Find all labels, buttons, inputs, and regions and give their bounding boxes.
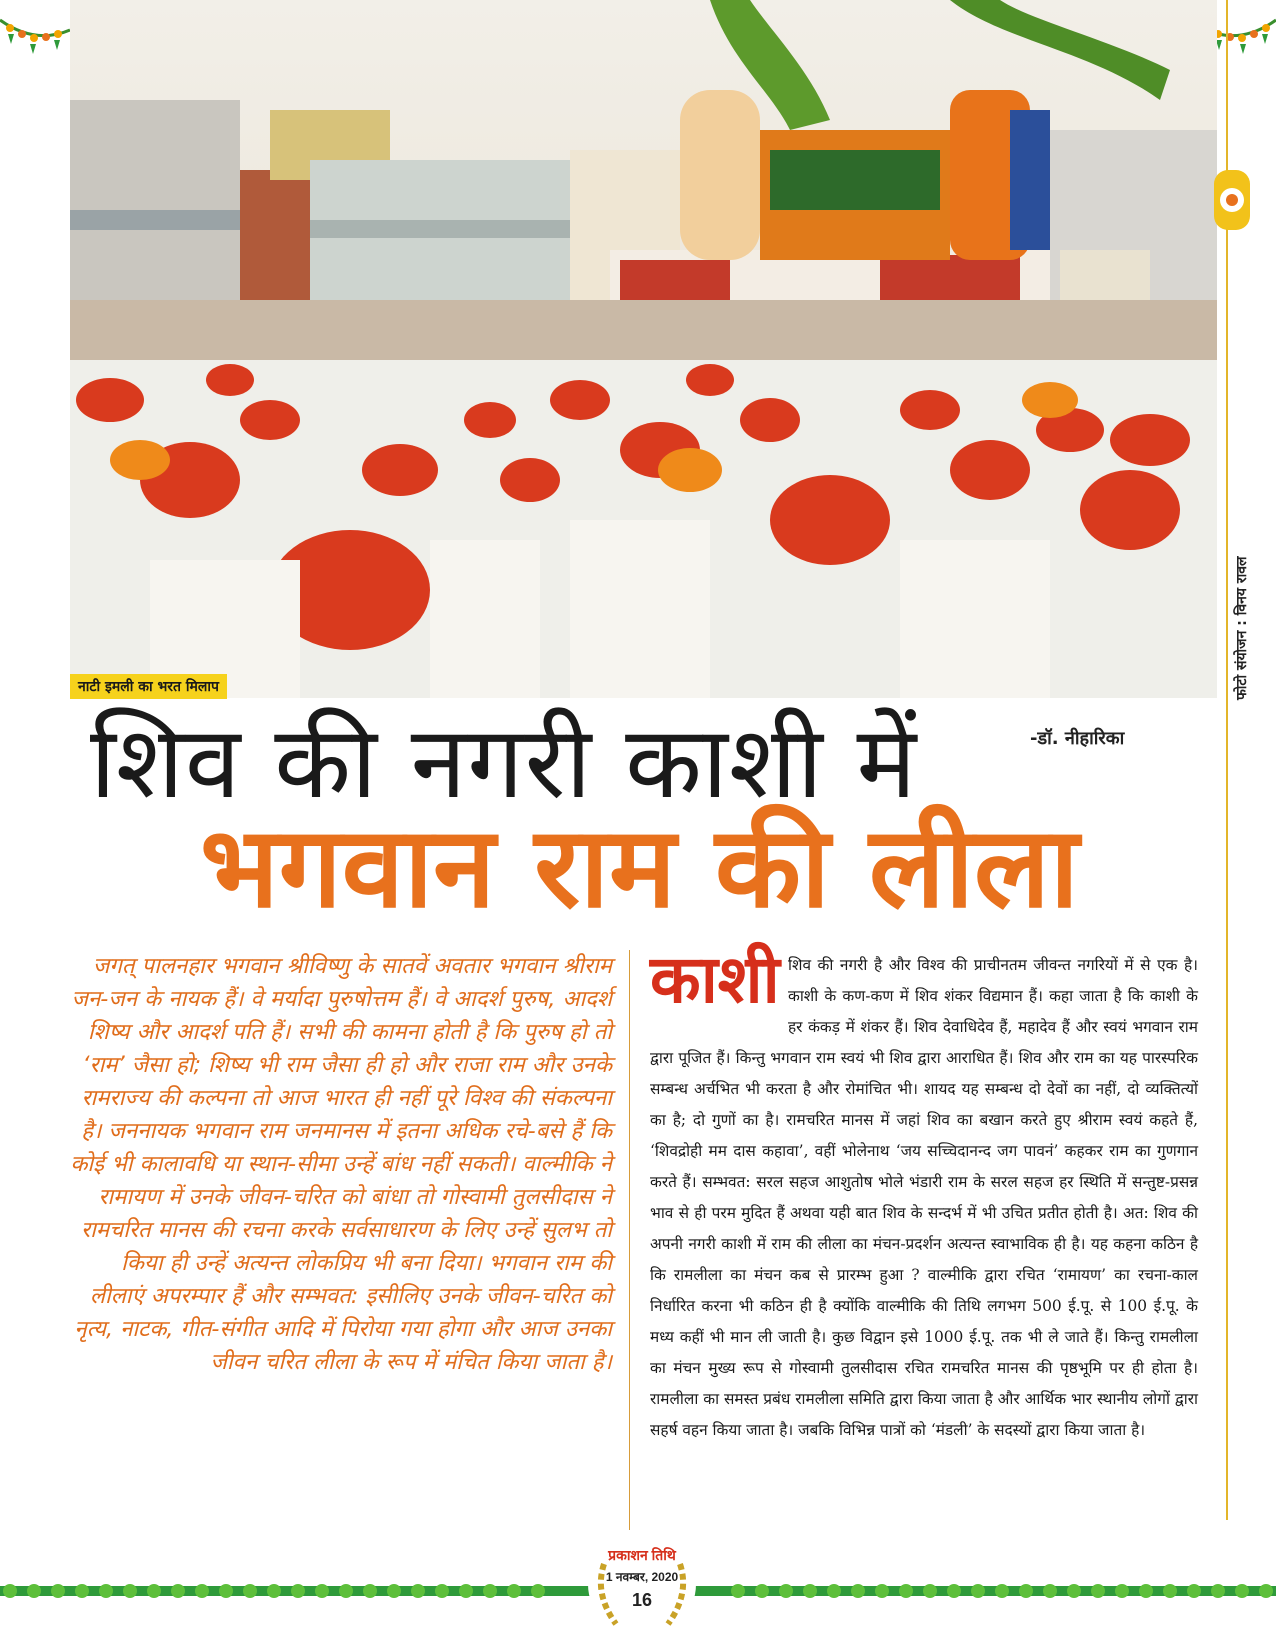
publication-date-label: प्रकाशन तिथि [608,1547,676,1563]
garland-ornament-left [0,0,70,60]
page-number: 16 [631,1590,653,1610]
title-line-1: शिव की नगरी काशी में [90,704,918,821]
column-divider [629,950,630,1530]
intro-text: जगत् पालनहार भगवान श्रीविष्णु के सातवें अवतार भगवान श्रीराम जन-जन के नायक हैं। वे मर्यादा पुरुषोत्तम हैं। वे आदर्श पुरुष, आदर्श शिष्य और आदर्श पति हैं। सभी की कामना होती है कि पुरुष हो तो ‘राम’ जैसा हो; शिष्य भी राम जैसा ही हो और राजा राम और उनके रामराज्य की कल्पना तो आज भारत ही नहीं पूरे विश्व की संकल्पना है। जननायक भगवान राम जनमानस में इतना अधिक रचे-बसे हैं कि कोई भी कालावधि या स्थान-सीमा उन्हें बांध नहीं सकती। वाल्मीकि ने रामायण में उनके जीवन-चरित को बांधा तो गोस्वामी तुलसीदास ने रामचरित मानस की रचना करके सर्वसाधारण के लिए उन्हें सुलभ तो किया ही उन्हें अत्यन्त लोकप्रिय भी बना दिया। भगवान राम की लीलाएं अपरम्पार हैं और सम्भवत: इसीलिए उनके जीवन-चरित को नृत्य, नाटक, गीत-संगीत आदि में पिरोया गया होगा और आज उनका जीवन चरित लीला के रूप में मंचित किया जाता है। [70,953,612,1375]
photo-credit: फोटो संयोजन : विनय रावल [1234,556,1250,700]
intro-column [66,950,612,1550]
article-author: -डॉ. नीहारिका [1030,728,1125,749]
page-number-badge [582,1524,702,1644]
festival-photo [70,0,1217,698]
title-line-2: भगवान राम की लीला [200,803,1079,933]
lantern-ornament-icon [1210,160,1254,240]
dropcap-word: काशी [650,941,780,1018]
publication-date: 1 नवम्बर, 2020 [605,1570,679,1584]
body-text: शिव की नगरी है और विश्व की प्राचीनतम जीवन्त नगरियों में से एक है। काशी के कण-कण में शिव शंकर विद्यमान हैं। कहा जाता है कि काशी के हर कंकड़ में शंकर हैं। शिव देवाधिदेव हैं, महादेव हैं और स्वयं भगवान राम द्वारा पूजित हैं। किन्तु भगवान राम स्वयं भी शिव द्वारा आराधित हैं। शिव और राम का यह पारस्परिक सम्बन्ध अर्चभित भी करता है और रोमांचित भी। शायद यह सम्बन्ध दो देवों का नहीं, दो व्यक्तित्यों का है; दो गुणों का है। रामचरित मानस में जहां शिव का बखान करते हुए श्रीराम स्वयं कहते हैं, ‘शिवद्रोही मम दास कहावा’, वहीं भोलेनाथ ‘जय सच्चिदानन्द जग पावनं’ कहकर राम का गुणगान करते हैं। सम्भवत: सरल सहज आशुतोष भोले भंडारी राम के सरल सहज हर स्थिति में सन्तुष्ट-प्रसन्न भाव से ही परम मुदित हैं अथवा यही बात शिव के सन्दर्भ में भी उचित प्रतीत होती है। अत: शिव की अपनी नगरी काशी में राम की लीला का मंचन-प्रदर्शन अत्यन्त स्वाभाविक ही है। यह कहना कठिन है कि रामलीला का मंचन कब से प्रारम्भ हुआ ? वाल्मीकि द्वारा रचित ‘रामायण’ का रचना-काल निर्धारित करना भी कठिन ही है क्योंकि वाल्मीकि की तिथि लगभग 500 ई.पू. से 100 ई.पू. के मध्य कहीं भी मान ली जाती है। कुछ विद्वान इसे 1000 ई.पू. तक भी ले जाते हैं। किन्तु रामलीला का मंचन मुख्य रूप से गोस्वामी तुलसीदास रचित रामचरित मानस की पृष्ठभूमि पर ही होता है। रामलीला का समस्त प्रबंध रामलीला समिति द्वारा किया जाता है और आर्थिक भार स्थानीय लोगों द्वारा सहर्ष वहन किया जाता है। जबकि विभिन्न पात्रों को ‘मंडली’ के सदस्यों द्वारा किया जाता है। [650,956,1198,1439]
body-column [650,950,1198,1570]
photo-caption: नाटी इमली का भरत मिलाप [70,674,227,699]
